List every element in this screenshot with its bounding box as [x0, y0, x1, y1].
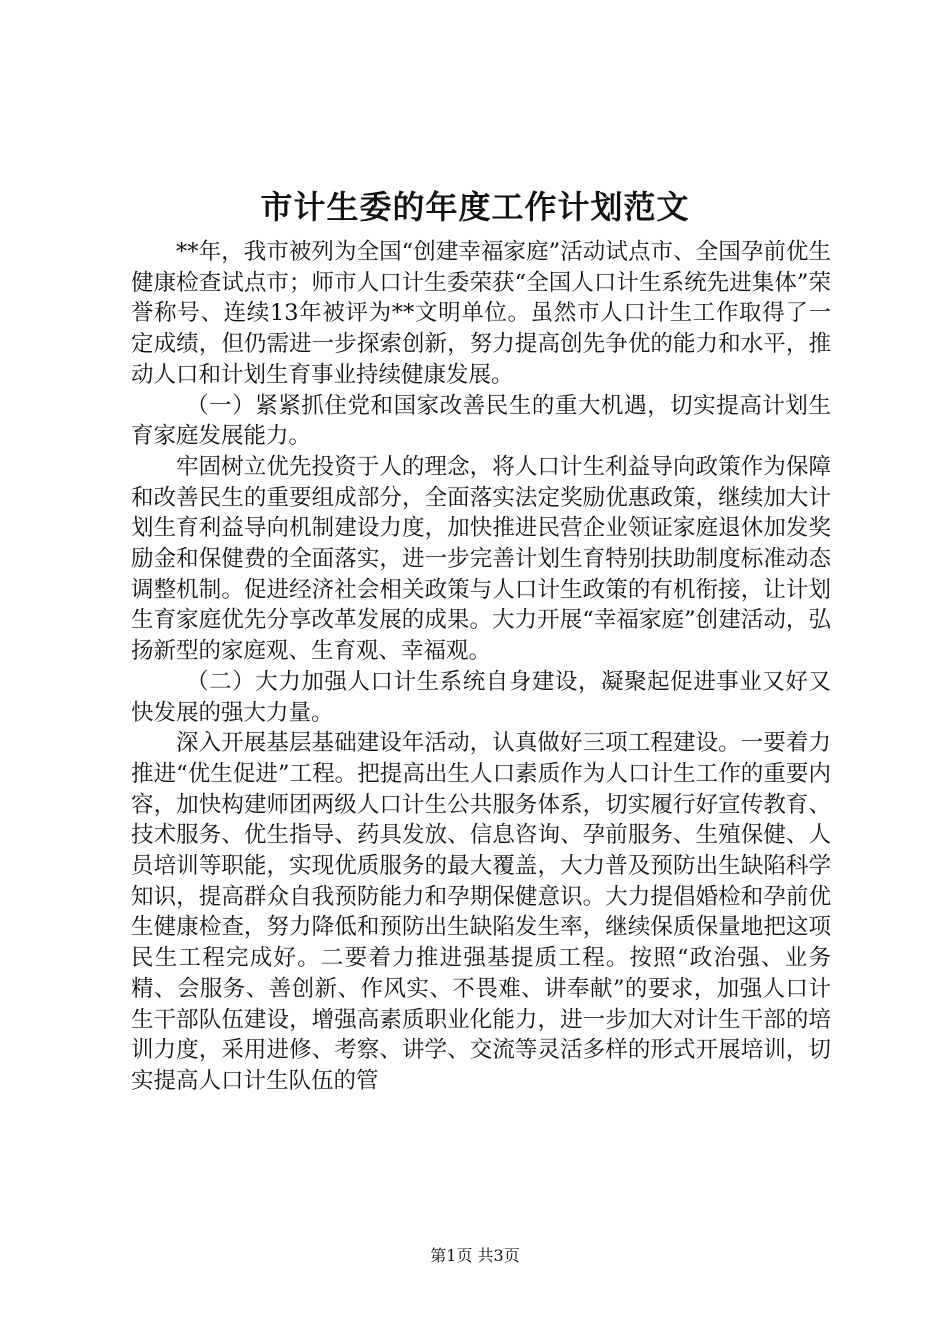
- section-heading-2: （二）大力加强人口计生系统自身建设，凝聚起促进事业又好又快发展的强大力量。: [131, 668, 831, 726]
- paragraph-section-2: 深入开展基层基础建设年活动，认真做好三项工程建设。一要着力推进“优生促进”工程。把提高出生人口素质作为人口计生工作的重要内容，加快构建师团两级人口计生公共服务体系，切实履行好宣传教育、技术服务、优生指导、药具发放、信息咨询、孕前服务、生殖保健、人员培训等职能，实现优质服务的最大覆盖，大力普及预防出生缺陷科学知识，提高群众自我预防能力和孕期保健意识。大力提倡婚检和孕前优生健康检查，努力降低和预防出生缺陷发生率，继续保质保量地把这项民生工程完成好。二要着力推进强基提质工程。按照“政治强、业务精、会服务、善创新、作风实、不畏难、讲奉献”的要求，加强人口计生干部队伍建设，增强高素质职业化能力，进一步加大对计生干部的培训力度，采用进修、考察、讲学、交流等灵活多样的形式开展培训，切实提高人口计生队伍的管: [131, 730, 831, 1094]
- paragraph-intro: **年，我市被列为全国“创建幸福家庭”活动试点市、全国孕前优生健康检查试点市；师市人口计生委荣获“全国人口计生系统先进集体”荣誉称号、连续13年被评为**文明单位。虽然市人口计生工作取得了一定成绩，但仍需进一步探索创新，努力提高创先争优的能力和水平，推动人口和计划生育事业持续健康发展。: [131, 239, 831, 388]
- document-body: [131, 237, 831, 1097]
- page-footer: 第1页 共3页: [430, 1246, 520, 1265]
- document-title: 市计生委的年度工作计划范文: [260, 188, 690, 226]
- paragraph-section-1: 牢固树立优先投资于人的理念，将人口计生利益导向政策作为保障和改善民生的重要组成部分，全面落实法定奖励优惠政策，继续加大计划生育利益导向机制建设力度，加快推进民营企业领证家庭退休加发奖励金和保健费的全面落实，进一步完善计划生育特别扶助制度标准动态调整机制。促进经济社会相关政策与人口计生政策的有机衔接，让计划生育家庭优先分享改革发展的成果。大力开展“幸福家庭”创建活动，弘扬新型的家庭观、生育观、幸福观。: [131, 453, 831, 665]
- section-heading-1: （一）紧紧抓住党和国家改善民生的重大机遇，切实提高计划生育家庭发展能力。: [131, 392, 831, 450]
